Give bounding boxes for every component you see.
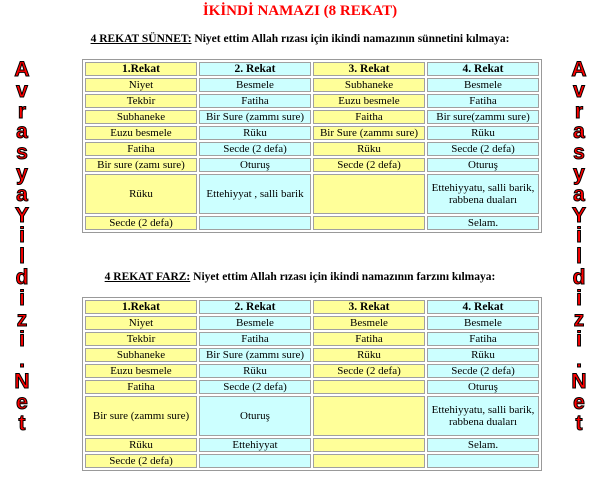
side-letter: y xyxy=(573,161,585,185)
table-cell xyxy=(313,396,425,436)
side-letter: i xyxy=(19,286,25,310)
side-letter: v xyxy=(16,78,28,102)
farz-heading-text: Niyet ettim Allah rızası için ikindi namazının farzını kılmaya: xyxy=(190,271,496,283)
side-letter: r xyxy=(17,99,27,123)
table-cell: Faitha xyxy=(313,110,425,124)
side-letter: r xyxy=(574,99,584,123)
table-cell: Ettehiyyat xyxy=(199,438,311,452)
side-letter: N xyxy=(571,369,587,393)
column-header: 2. Rekat xyxy=(199,300,311,314)
side-letter: e xyxy=(573,390,585,414)
table-row xyxy=(85,174,539,214)
side-letter: d xyxy=(15,265,29,289)
column-header: 4. Rekat xyxy=(427,62,539,76)
sunnet-heading-label: 4 REKAT SÜNNET: xyxy=(90,33,192,45)
table-cell: Rüku xyxy=(313,142,425,156)
table-cell xyxy=(427,454,539,468)
table-cell: Secde (2 defa) xyxy=(199,142,311,156)
table-cell: Rüku xyxy=(427,348,539,362)
table-cell: Niyet xyxy=(85,78,197,92)
table-cell: Bir Sure (zammı sure) xyxy=(199,110,311,124)
table-cell: Secde (2 defa) xyxy=(85,454,197,468)
table-cell: Niyet xyxy=(85,316,197,330)
table-cell: Besmele xyxy=(313,316,425,330)
side-letter: Y xyxy=(571,203,586,227)
sunnet-table xyxy=(82,59,542,233)
table-row xyxy=(85,94,539,108)
table-cell: Besmele xyxy=(199,78,311,92)
table-row xyxy=(85,216,539,230)
table-cell: Fatiha xyxy=(199,332,311,346)
side-letter: . xyxy=(576,349,582,373)
table-cell: Besmele xyxy=(427,78,539,92)
side-letter: a xyxy=(16,182,28,206)
table-cell xyxy=(199,454,311,468)
farz-heading xyxy=(0,271,600,283)
table-cell: Fatiha xyxy=(85,142,197,156)
table-cell: Bir sure (zamı sure) xyxy=(85,158,197,172)
table-cell: Ettehiyyat , salli barik xyxy=(199,174,311,214)
table-row xyxy=(85,158,539,172)
table-cell: Bir Sure (zammı sure) xyxy=(199,348,311,362)
side-letter: a xyxy=(16,120,28,144)
table-cell: Besmele xyxy=(199,316,311,330)
table-row xyxy=(85,438,539,452)
side-letter: A xyxy=(571,58,587,81)
side-letter: z xyxy=(16,307,28,331)
side-letter: i xyxy=(576,224,582,248)
table-cell: Secde (2 defa) xyxy=(427,364,539,378)
table-cell: Ettehiyyatu, salli barik, rabbena duaları xyxy=(427,396,539,436)
side-letter: l xyxy=(19,245,25,269)
table-cell: Secde (2 defa) xyxy=(199,380,311,394)
column-header: 1.Rekat xyxy=(85,300,197,314)
table-cell xyxy=(313,174,425,214)
table-cell: Oturuş xyxy=(199,158,311,172)
table-cell: Tekbir xyxy=(85,332,197,346)
table-cell: Bir sure(zammı sure) xyxy=(427,110,539,124)
table-header-row xyxy=(85,300,539,314)
side-letter: N xyxy=(14,369,30,393)
table-cell xyxy=(313,380,425,394)
side-letter: s xyxy=(573,141,585,165)
table-cell: Secde (2 defa) xyxy=(313,364,425,378)
table-cell: Besmele xyxy=(427,316,539,330)
table-row xyxy=(85,364,539,378)
table-cell: Selam. xyxy=(427,216,539,230)
table-cell: Secde (2 defa) xyxy=(85,216,197,230)
table-row xyxy=(85,126,539,140)
column-header: 1.Rekat xyxy=(85,62,197,76)
side-letter: e xyxy=(16,390,28,414)
side-letter: i xyxy=(19,224,25,248)
table-cell: Oturuş xyxy=(427,158,539,172)
side-letter: a xyxy=(573,120,585,144)
table-cell: Subhaneke xyxy=(85,348,197,362)
side-letter: i xyxy=(576,328,582,352)
column-header: 3. Rekat xyxy=(313,62,425,76)
table-cell: Subhaneke xyxy=(85,110,197,124)
farz-heading-label: 4 REKAT FARZ: xyxy=(104,271,191,283)
table-row xyxy=(85,380,539,394)
table-header-row xyxy=(85,62,539,76)
side-letter: t xyxy=(575,411,583,435)
table-cell: Fatiha xyxy=(427,94,539,108)
table-cell: Rüku xyxy=(313,348,425,362)
sunnet-heading-text: Niyet ettim Allah rızası için ikindi namazının sünnetini kılmaya: xyxy=(191,33,510,45)
side-letter: A xyxy=(14,58,30,81)
sunnet-heading xyxy=(0,33,600,45)
table-cell: Tekbir xyxy=(85,94,197,108)
table-cell xyxy=(313,438,425,452)
side-letter: d xyxy=(572,265,586,289)
farz-table xyxy=(82,297,542,471)
column-header: 2. Rekat xyxy=(199,62,311,76)
table-cell: Ettehiyyatu, salli barik, rabbena duaları xyxy=(427,174,539,214)
table-cell: Rüku xyxy=(85,174,197,214)
table-cell: Rüku xyxy=(199,126,311,140)
table-cell: Secde (2 defa) xyxy=(313,158,425,172)
table-row xyxy=(85,316,539,330)
table-cell: Fatiha xyxy=(313,332,425,346)
table-row xyxy=(85,142,539,156)
side-watermark-right xyxy=(564,60,594,434)
table-row xyxy=(85,332,539,346)
table-cell: Euzu besmele xyxy=(85,364,197,378)
table-cell: Bir Sure (zammı sure) xyxy=(313,126,425,140)
table-cell xyxy=(313,454,425,468)
table-row xyxy=(85,396,539,436)
table-cell: Subhaneke xyxy=(313,78,425,92)
table-cell xyxy=(313,216,425,230)
side-letter: a xyxy=(573,182,585,206)
column-header: 4. Rekat xyxy=(427,300,539,314)
table-cell: Secde (2 defa) xyxy=(427,142,539,156)
page-title: İKİNDİ NAMAZI (8 REKAT) xyxy=(202,3,398,19)
table-cell: Rüku xyxy=(199,364,311,378)
table-cell: Euzu besmele xyxy=(313,94,425,108)
table-cell: Euzu besmele xyxy=(85,126,197,140)
table-cell: Bir sure (zammı sure) xyxy=(85,396,197,436)
table-cell xyxy=(199,216,311,230)
side-letter: t xyxy=(18,411,26,435)
table-cell: Fatiha xyxy=(199,94,311,108)
table-cell: Rüku xyxy=(85,438,197,452)
side-letter: y xyxy=(16,161,28,185)
column-header: 3. Rekat xyxy=(313,300,425,314)
side-letter: i xyxy=(19,328,25,352)
side-letter: z xyxy=(573,307,585,331)
table-row xyxy=(85,78,539,92)
table-cell: Selam. xyxy=(427,438,539,452)
side-letter: . xyxy=(19,349,25,373)
side-watermark-left xyxy=(7,60,37,434)
table-cell: Fatiha xyxy=(85,380,197,394)
table-cell: Fatiha xyxy=(427,332,539,346)
side-letter: i xyxy=(576,286,582,310)
table-row xyxy=(85,454,539,468)
side-letter: Y xyxy=(14,203,29,227)
side-letter: s xyxy=(16,141,28,165)
table-cell: Rüku xyxy=(427,126,539,140)
table-cell: Oturuş xyxy=(427,380,539,394)
side-letter: v xyxy=(573,78,585,102)
table-row xyxy=(85,348,539,362)
table-row xyxy=(85,110,539,124)
table-cell: Oturuş xyxy=(199,396,311,436)
side-letter: l xyxy=(576,245,582,269)
